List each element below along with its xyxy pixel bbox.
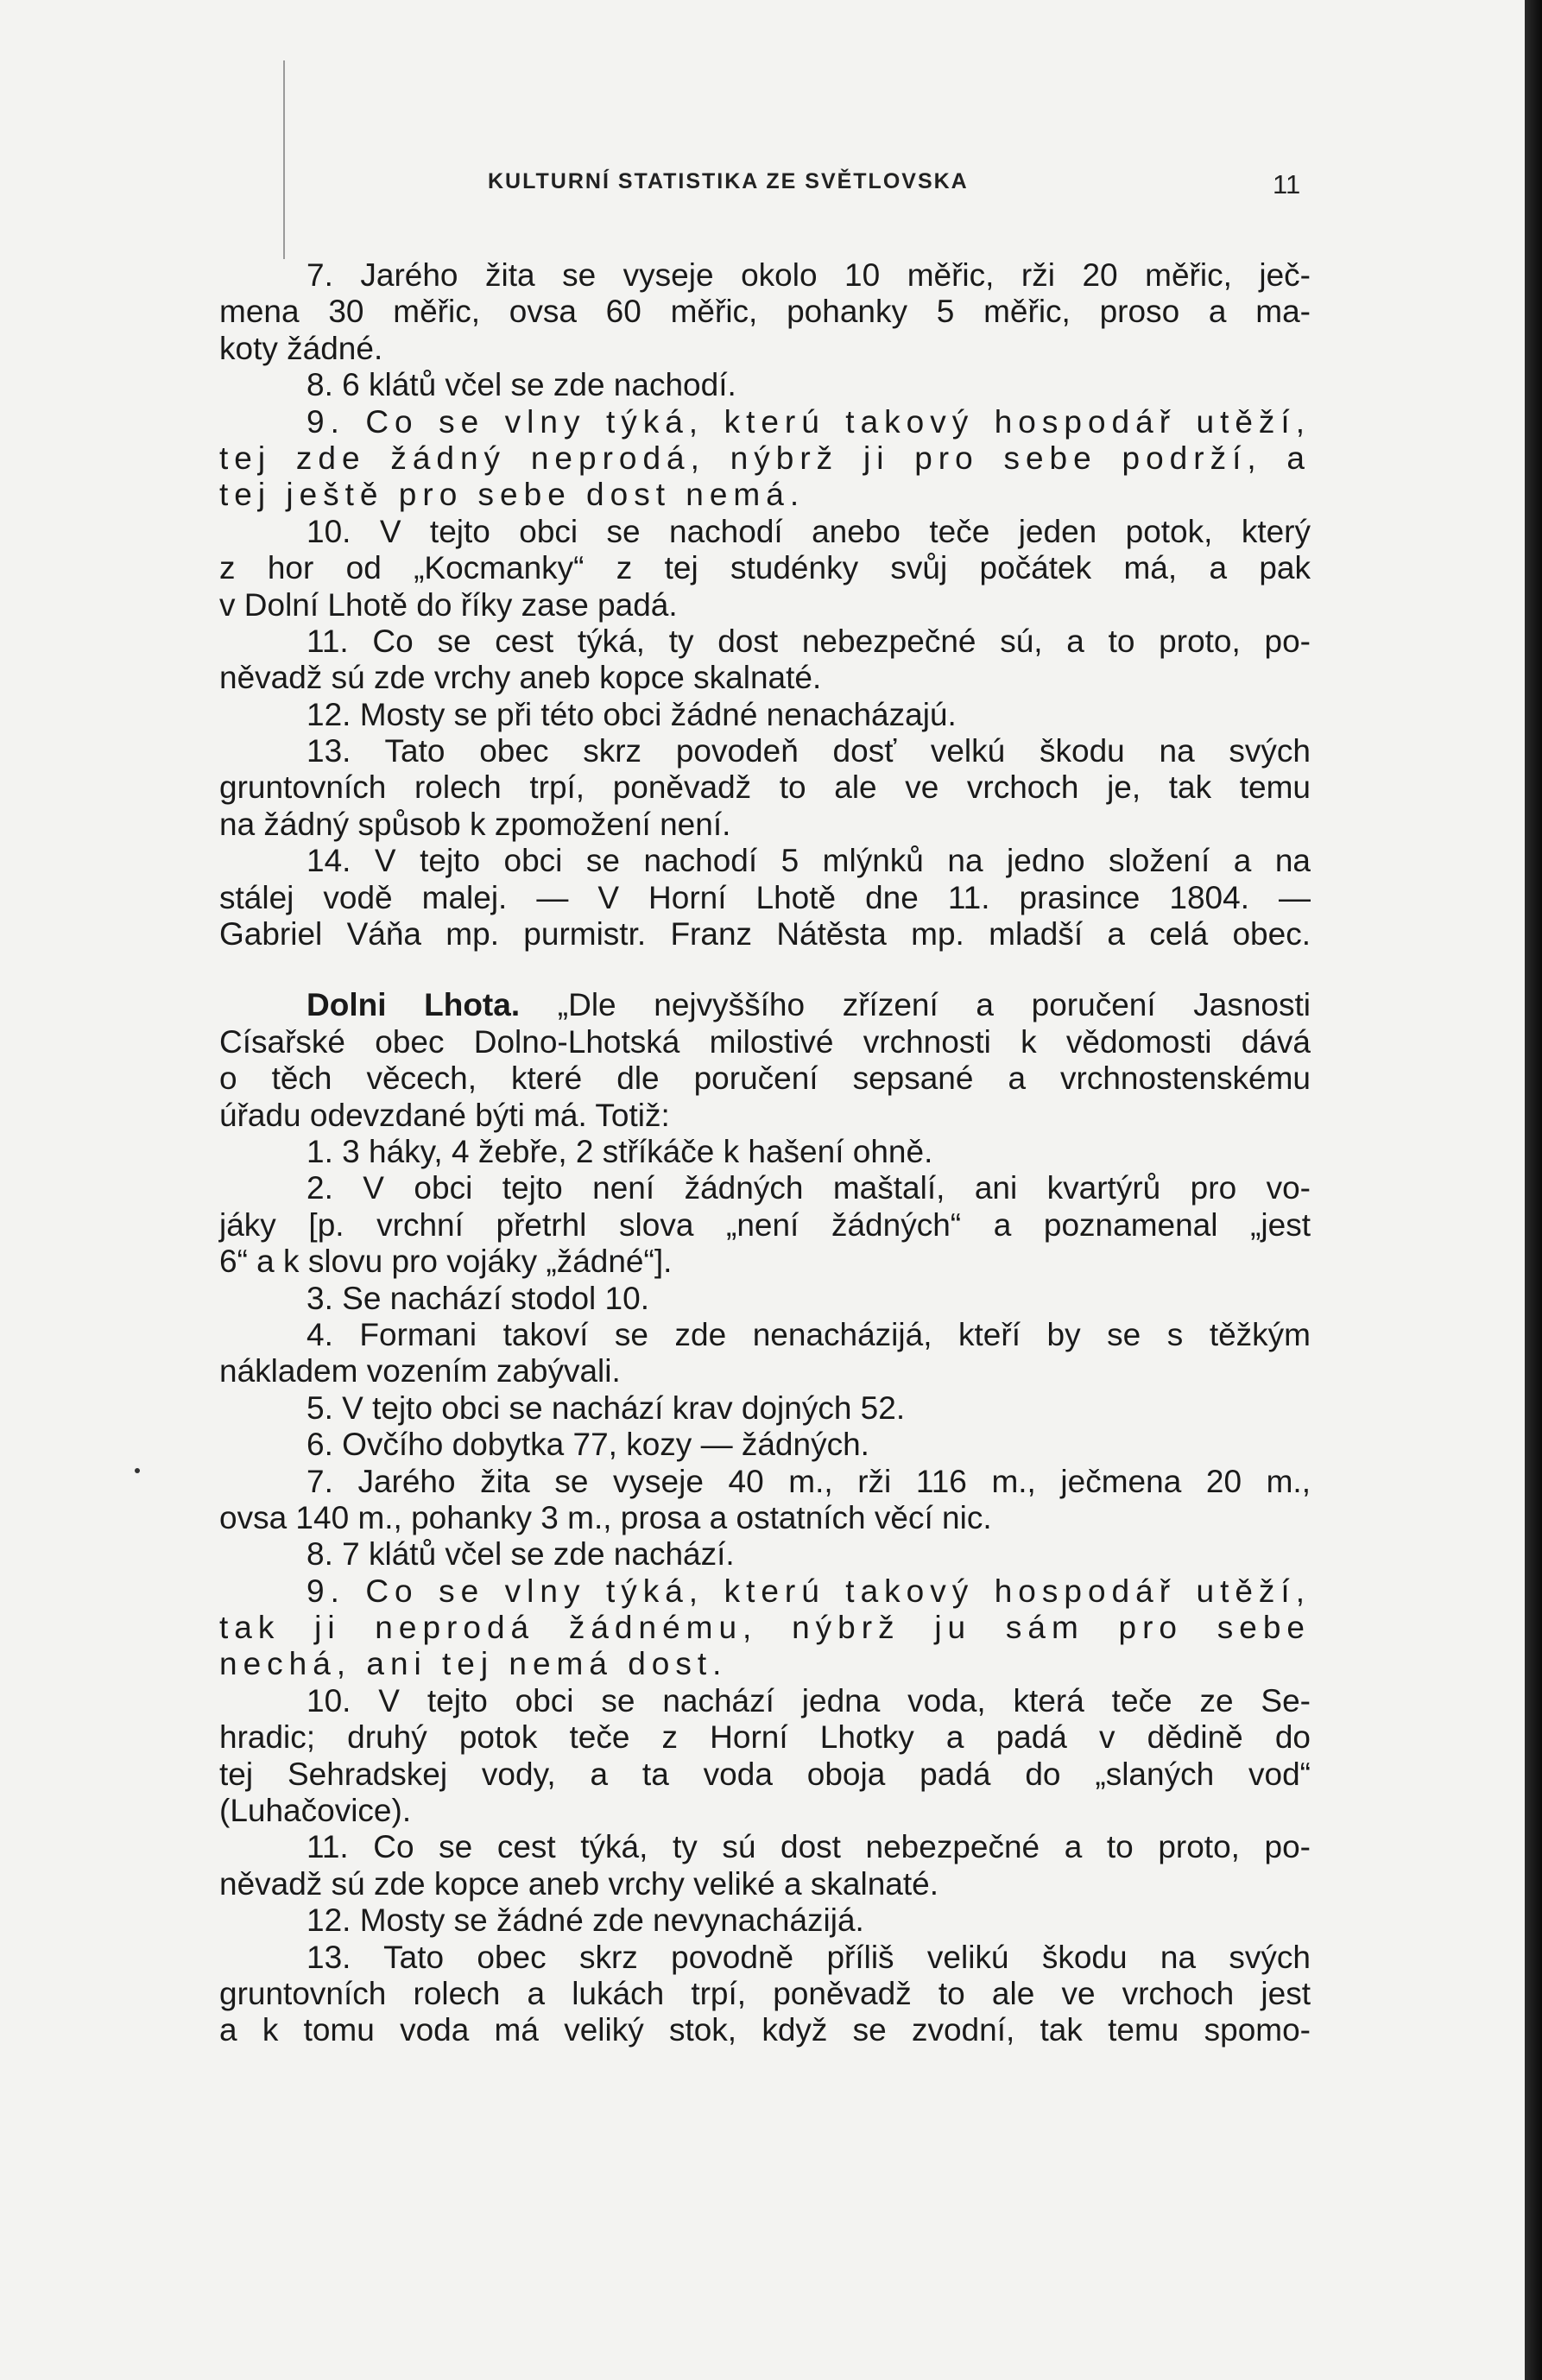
text-line: Gabriel Váňa mp. purmistr. Franz Nátěsta mp. mladší a celá obec. — [219, 916, 1311, 953]
text-line: gruntovních rolech a lukách trpí, poněvadž to ale ve vrchoch jest — [219, 1975, 1311, 2011]
text-line: Dolni Lhota. „Dle nejvyššího zřízení a poručení Jasnosti — [307, 987, 1311, 1023]
text-line: o těch věcech, které dle poručení sepsané a vrchnostenskému — [219, 1060, 1311, 1097]
text-line: (Luhačovice). — [219, 1793, 412, 1829]
section-dolni-lhota — [219, 987, 1311, 2048]
text-line: tej Sehradskej vody, a ta voda oboja padá do „slaných vod“ — [219, 1756, 1311, 1792]
text-line: z hor od „Kocmanky“ z tej studénky svůj počátek má, a pak — [219, 550, 1311, 586]
running-title: KULTURNÍ STATISTIKA ZE SVĚTLOVSKA — [488, 169, 969, 193]
text-line: gruntovních rolech trpí, poněvadž to ale ve vrchoch je, tak temu — [219, 769, 1311, 806]
text-line: 8. 7 klátů včel se zde nachází. — [307, 1536, 735, 1573]
text-line: stálej vodě malej. — V Horní Lhotě dne 11. prasince 1804. — — [219, 879, 1311, 915]
text-line: 10. V tejto obci se nachodí anebo teče jeden potok, který — [307, 513, 1311, 549]
scan-speck — [135, 1468, 140, 1473]
text-line: 3. Se nachází stodol 10. — [307, 1280, 649, 1316]
text-line: a k tomu voda má veliký stok, když se zvodní, tak temu spomo- — [219, 2012, 1311, 2048]
text-line: něvadž sú zde vrchy aneb kopce skalnaté. — [219, 660, 822, 696]
text-line: ovsa 140 m., pohanky 3 m., prosa a ostatních věcí nic. — [219, 1499, 992, 1535]
text-line: 11. Co se cest týká, ty dost nebezpečné sú, a to proto, po- — [307, 623, 1311, 659]
text-line: něvadž sú zde kopce aneb vrchy veliké a skalnaté. — [219, 1865, 938, 1902]
text-line: 9. Co se vlny týká, kterú takový hospodář utěží, — [307, 1573, 1311, 1609]
text-line: 13. Tato obec skrz povodeň dosť velkú škodu na svých — [307, 733, 1311, 769]
text-line: nákladem vozením zabývali. — [219, 1353, 621, 1389]
text-line: tej ještě pro sebe dost nemá. — [219, 477, 806, 513]
text-line: 12. Mosty se žádné zde nevynacházijá. — [307, 1902, 864, 1939]
text-line: nechá, ani tej nemá dost. — [219, 1646, 728, 1682]
page-edge-shadow — [1525, 0, 1542, 2380]
text-line: 9. Co se vlny týká, kterú takový hospodář utěží, — [307, 403, 1311, 440]
text-line: 6. Ovčího dobytka 77, kozy — žádných. — [307, 1427, 869, 1463]
text-line: koty žádné. — [219, 330, 383, 366]
page-number: 11 — [1273, 169, 1301, 199]
text-line: 11. Co se cest týká, ty sú dost nebezpečné a to proto, po- — [307, 1829, 1311, 1865]
text-line: 12. Mosty se při této obci žádné nenacházajú. — [307, 696, 957, 732]
text-line: jáky [p. vrchní přetrhl slova „není žádných“ a poznamenal „jest — [219, 1206, 1311, 1243]
text-line: na žádný spůsob k zpomožení není. — [219, 806, 731, 842]
page-body — [219, 257, 1311, 2049]
gutter-line — [283, 60, 285, 259]
text-line: Císařské obec Dolno-Lhotská milostivé vrchnosti k vědomosti dává — [219, 1023, 1311, 1060]
text-line: 6“ a k slovu pro vojáky „žádné“]. — [219, 1244, 673, 1280]
text-line: 5. V tejto obci se nachází krav dojných 52. — [307, 1389, 906, 1426]
section-horni-lhota — [219, 257, 1311, 953]
text-line: tej zde žádný neprodá, nýbrž ji pro sebe podrží, a — [219, 440, 1311, 476]
section-heading: Dolni Lhota. — [307, 987, 521, 1023]
text-line: 14. V tejto obci se nachodí 5 mlýnků na jedno složení a na — [307, 843, 1311, 879]
page-header — [0, 169, 1525, 204]
text-line: mena 30 měřic, ovsa 60 měřic, pohanky 5 měřic, proso a ma- — [219, 294, 1311, 330]
text-line: tak ji neprodá žádnému, nýbrž ju sám pro sebe — [219, 1610, 1311, 1646]
text-line: úřadu odevzdané býti má. Totiž: — [219, 1097, 670, 1133]
text-line: 8. 6 klátů včel se zde nachodí. — [307, 367, 736, 403]
text-line: 4. Formani takoví se zde nenacházijá, kteří by se s těžkým — [307, 1316, 1311, 1352]
text-line: 2. V obci tejto není žádných maštalí, ani kvartýrů pro vo- — [307, 1170, 1311, 1206]
text-line: hradic; druhý potok teče z Horní Lhotky a padá v dědině do — [219, 1719, 1311, 1756]
text-line: 13. Tato obec skrz povodně příliš velikú škodu na svých — [307, 1939, 1311, 1975]
text-line: v Dolní Lhotě do říky zase padá. — [219, 586, 678, 623]
text-line: 7. Jarého žita se vyseje okolo 10 měřic, rži 20 měřic, ječ- — [307, 257, 1311, 293]
text-line: 1. 3 háky, 4 žebře, 2 stříkáče k hašení ohně. — [307, 1133, 933, 1169]
text-line: 10. V tejto obci se nachází jedna voda, která teče ze Se- — [307, 1682, 1311, 1719]
text-line: 7. Jarého žita se vyseje 40 m., rži 116 m., ječmena 20 m., — [307, 1463, 1311, 1499]
